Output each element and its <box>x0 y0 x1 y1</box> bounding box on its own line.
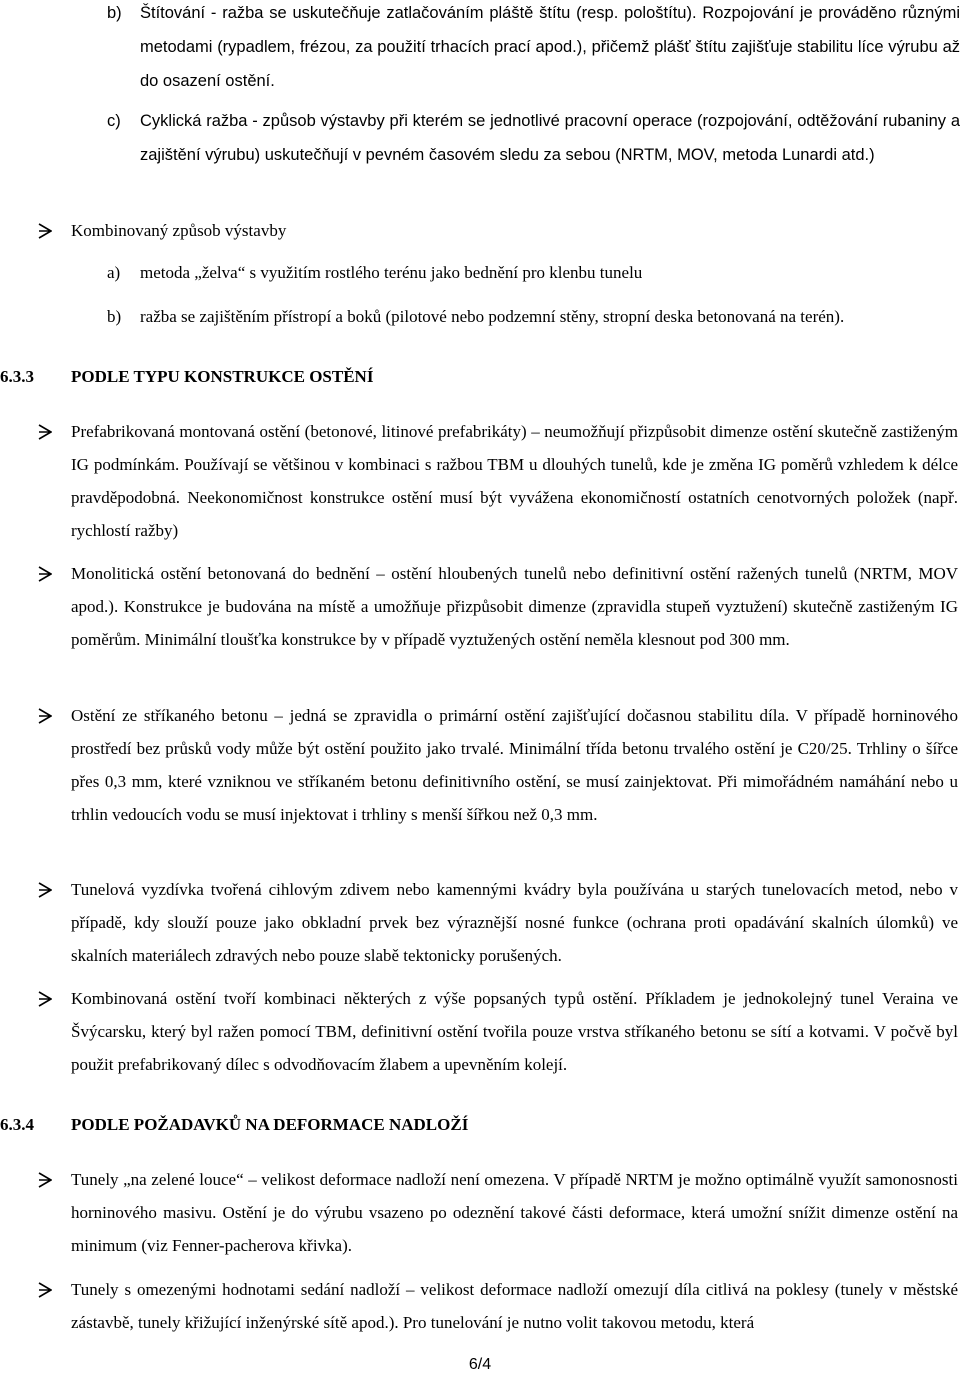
sub-list-text: metoda „želva“ s využitím rostlého terénu jako bednění pro klenbu tunelu <box>140 263 643 282</box>
bullet-item <box>38 873 958 972</box>
bullet-text: Kombinovaná ostění tvoří kombinaci některých z výše popsaných typů ostění. Příkladem je jednokolejný tunel Veraina ve Švýcarsku, který byl ražen pomocí TBM, definitivní ostění tvořila pouze vrstva stříkaného betonu se sítí a kotvami. V počvě byl použit prefabrikovaný dílec s odvodňovacím žlabem a upevněním kolejí. <box>71 989 958 1074</box>
arrow-bullet-icon <box>38 708 52 724</box>
arrow-bullet-icon <box>38 1282 52 1298</box>
section-number: 6.3.3 <box>0 367 34 386</box>
section-title: PODLE POŽADAVKŮ NA DEFORMACE NADLOŽÍ <box>71 1115 469 1134</box>
bullet-text: Prefabrikovaná montovaná ostění (betonové, litinové prefabrikáty) – neumožňují přizpůsobit dimenze ostění skutečně zastiženým IG podmínkám. Používají se většinou v kombinaci s ražbou TBM u dlouhých tunelů, kde je změna IG poměrů vzhledem k délce pravděpodobná. Neekonomičnost konstrukce ostění musí být vyvážena ekonomičností ostatních cenotvorných položek (např. rychlostí ražby) <box>71 422 958 540</box>
list-text: Cyklická ražba - způsob výstavby při kterém se jednotlivé pracovní operace (rozpojování, odtěžování rubaniny a zajištění výrubu) uskutečňují v pevném časovém sledu za sebou (NRTM, MOV, metoda Lunardi atd.) <box>140 112 960 164</box>
list-text: Štítování - ražba se uskutečňuje zatlačováním pláště štítu (resp. pološtítu). Rozpojování je prováděno různými metodami (rypadlem, frézou, za použití trhacích prací apod.), přičemž plášť štítu zajišťuje stabilitu líce výrubu až do osazení ostění. <box>140 4 960 90</box>
bullet-item <box>38 214 958 247</box>
sub-list-item <box>107 300 960 334</box>
arrow-bullet-icon <box>38 223 52 239</box>
arrow-bullet-icon <box>38 882 52 898</box>
arrow-bullet-icon <box>38 991 52 1007</box>
bullet-item <box>38 1163 958 1262</box>
bullet-text: Tunely „na zelené louce“ – velikost deformace nadloží není omezena. V případě NRTM je možno optimálně využít samonosnosti horninového masivu. Ostění je do výrubu vsazeno po odeznění takové části deformace, která umožní snížit dimenze ostění na minimum (viz Fenner-pacherova křivka). <box>71 1170 958 1255</box>
list-item <box>107 0 960 98</box>
list-marker: b) <box>107 4 122 22</box>
sub-list-marker: b) <box>107 307 122 326</box>
bullet-text: Tunely s omezenými hodnotami sedání nadloží – velikost deformace nadloží omezují díla citlivá na poklesy (tunely v městské zástavbě, tunely křižující inženýrské sítě apod.). Pro tunelování je nutno volit takovou metodu, která <box>71 1280 958 1332</box>
page-number: 6/4 <box>468 1356 492 1373</box>
bullet-item <box>38 415 958 547</box>
bullet-text: Monolitická ostění betonovaná do bednění – ostění hloubených tunelů nebo definitivní ostění ražených tunelů (NRTM, MOV apod.). Konstrukce je budována na místě a umožňuje přizpůsobit dimenze (zpravidla stupeň vyztužení) skutečně zastiženým IG poměrům. Minimální tloušťka konstrukce by v případě vyztužených ostění neměla klesnout pod 300 mm. <box>71 564 958 649</box>
bullet-item <box>38 557 958 656</box>
arrow-bullet-icon <box>38 1172 52 1188</box>
bullet-item <box>38 982 958 1081</box>
sub-list-text: ražba se zajištěním přístropí a boků (pilotové nebo podzemní stěny, stropní deska betonovaná na terén). <box>140 307 845 326</box>
bullet-item <box>38 1273 958 1339</box>
sub-list-marker: a) <box>107 263 121 282</box>
section-number: 6.3.4 <box>0 1115 34 1134</box>
bullet-item <box>38 699 958 831</box>
bullet-text: Kombinovaný způsob výstavby <box>71 221 287 240</box>
sub-list-item <box>107 256 960 290</box>
bullet-text: Ostění ze stříkaného betonu – jedná se zpravidla o primární ostění zajišťující dočasnou stabilitu díla. V případě horninového prostředí bez průsků vody může být ostění použito jako trvalé. Minimální třída betonu trvalého ostění je C20/25. Trhliny o šířce přes 0,3 mm, které vzniknou ve stříkaném betonu definitivního ostění, se musí zainjektovat. Při mimořádném namáhání nebo u trhlin vedoucích vodu se musí injektovat i trhliny s menší šířkou než 0,3 mm. <box>71 706 958 824</box>
arrow-bullet-icon <box>38 566 52 582</box>
bullet-text: Tunelová vyzdívka tvořená cihlovým zdivem nebo kamennými kvádry byla používána u starých tunelovacích metod, nebo v případě, kdy slouží pouze jako obkladní prvek bez výraznější nosné funkce (ochrana proti opadávání skalních úlomků) ve skalních materiálech zdravých nebo pouze slabě tektonicky porušených. <box>71 880 958 965</box>
arrow-bullet-icon <box>38 424 52 440</box>
section-title: PODLE TYPU KONSTRUKCE OSTĚNÍ <box>71 367 374 386</box>
list-marker: c) <box>107 112 121 130</box>
list-item <box>107 104 960 172</box>
